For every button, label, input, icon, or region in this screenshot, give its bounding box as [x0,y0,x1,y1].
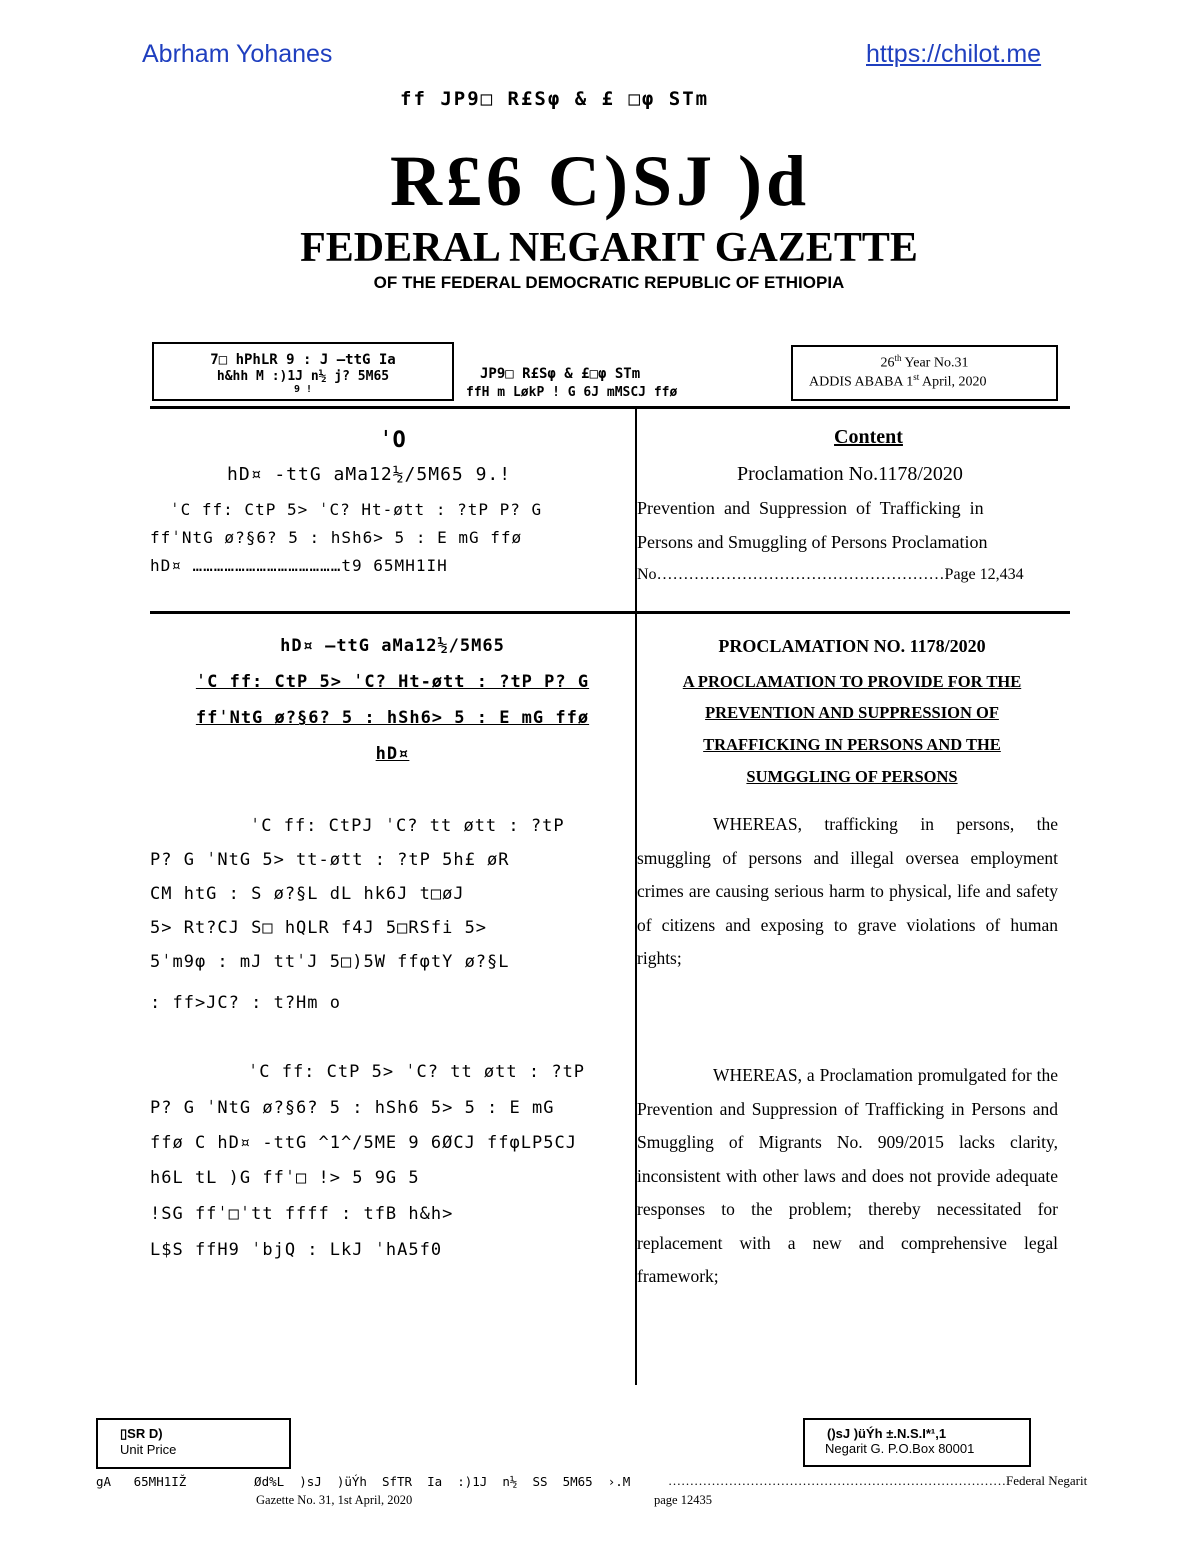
amharic-p2-line5: !SG ffˈ□ˈtt ffff : tfB h&h> [150,1204,454,1224]
footer-page-number: page 12435 [654,1493,712,1507]
proclamation-subtitle4: SUMGGLING OF PERSONS [746,767,958,786]
masthead-subtitle: OF THE FEDERAL DEMOCRATIC REPUBLIC OF ETHIOPIA [373,273,845,292]
amharic-p1-line5: 5ˈm9φ : mJ ttˈJ 5□)5W ffφtY ø?§L [150,952,510,972]
amharic-title2: ˈC ff: CtP 5> ˈC? Ht-øtt : ?tP P? G [195,672,590,692]
amharic-title4: hD¤ [375,744,410,764]
amharic-p1-line6: : ff>JC? : t?Hm o [150,993,341,1013]
proclamation-subtitle1: A PROCLAMATION TO PROVIDE FOR THE [682,672,1022,691]
amharic-p2-line3: ffø C hD¤ -ttG ^1^/5ME 9 6ØCJ ffφLP5CJ [150,1133,577,1153]
header-rule [150,406,1070,409]
contents-line1: Prevention and Suppression of Trafficking in [637,498,984,518]
footer-federal-negarit: ……………………………………………………………………Federal Negarit [668,1473,1088,1488]
unit-price-box [96,1418,291,1469]
issue-year: 26th Year No.31 [880,353,969,371]
amharic-title3: ffˈNtG ø?§6? 5 : hSh6> 5 : E mG ffø [195,708,590,728]
center-amharic-line1: JP9□ R£Sφ & £□φ STm [480,366,641,382]
amharic-p1-line4: 5> Rt?CJ S□ hQLR f4J 5□RSfi 5> [150,918,488,938]
pobox-box [803,1418,1031,1467]
contents-proclamation-number: Proclamation No.1178/2020 [737,463,963,485]
issue-date: ADDIS ABABA 1st April, 2020 [809,371,987,390]
contents-line3: No………………………………………………Page 12,434 [637,566,1024,583]
contents-amharic-heading: ˈO [379,428,406,453]
issue-amharic-box [152,342,454,401]
unit-price-amharic: ▯SR D) [120,1426,163,1441]
amharic-title1: hD¤ –ttG aMa12½/5M65 [280,636,505,656]
amharic-p2-line2: P? G ˈNtG ø?§6? 5 : hSh6 5> 5 : E mG [150,1098,555,1118]
footer-amharic-running-line: gA 65MH1IŽ Ød%L )sJ )üÝh SfTR Ia :)1J n½ SS 5M65 ›.M [96,1474,631,1489]
whereas-paragraph-1: WHEREAS, trafficking in persons, the smuggling of persons and illegal oversea employment crimes are causing serious harm to physical, life and safety of citizens and exposing to grave violations of human rights; [637,814,1058,968]
proclamation-subtitle3: TRAFFICKING IN PERSONS AND THE [703,735,1001,754]
proclamation-title: PROCLAMATION NO. 1178/2020 [718,636,986,656]
masthead-amharic-title: R£6 C)SJ )d [389,141,811,221]
contents-amharic-proclamation: hD¤ -ttG aMa12½/5M65 9.! [227,464,512,485]
contents-amharic-line3: hD¤ ……………………………………t9 65MH1IH [150,556,448,575]
footer-gazette-issue: Gazette No. 31, 1st April, 2020 [256,1493,413,1507]
whereas-paragraph-2: WHEREAS, a Proclamation promulgated for the Prevention and Suppression of Trafficking in Persons and Smuggling of Migrants No. 909/2015 lacks clarity, inconsistent with other laws and does not provide adequate responses to the problem; thereby necessitated for replacement with a new and comprehensive legal framework; [637,1065,1058,1286]
contents-amharic-line1: ˈC ff: CtP 5> ˈC? Ht-øtt : ?tP P? G [170,500,543,519]
author-name: Abrham Yohanes [142,40,333,68]
amharic-p1-line1: ˈC ff: CtPJ ˈC? tt øtt : ?tP [250,816,565,836]
contents-heading: Content [834,426,903,448]
amharic-p2-line4: h6L tL )G ffˈ□ !> 5 9G 5 [150,1168,420,1188]
amharic-p1-line2: P? G ˈNtG 5> tt-øtt : ?tP 5h£ øR [150,850,510,870]
issue-amharic-line1: 7□ hPhLR 9 : J –ttG Ia [210,352,396,368]
proclamation-subtitle2: PREVENTION AND SUPPRESSION OF [705,703,999,722]
pobox-amharic: ()sJ )üÝh ±.N.S.I*¹,1 [827,1426,947,1441]
chilot-link[interactable]: https://chilot.me [866,40,1042,68]
issue-amharic-line2: h&hh M :)1J n½ j? 5M65 [216,369,390,384]
masthead-title: FEDERAL NEGARIT GAZETTE [300,225,918,271]
center-amharic-line2: ffH m LøkP ! G 6J mMSCJ ffø [466,385,678,400]
contents-amharic-line2: ffˈNtG ø?§6? 5 : hSh6> 5 : E mG ffø [150,528,523,547]
contents-rule [150,611,1070,614]
issue-amharic-line3: 9 ! [293,384,313,395]
amharic-p2-line6: L$S ffH9 ˈbjQ : LkJ ˈhA5f0 [150,1240,443,1260]
issue-english-box [791,345,1058,401]
unit-price-label: Unit Price [120,1442,177,1457]
amharic-p2-line1: ˈC ff: CtP 5> ˈC? tt øtt : ?tP [248,1062,586,1082]
pobox-label: Negarit G. P.O.Box 80001 [825,1441,975,1456]
top-amharic-line: ff JP9□ R£Sφ & £ □φ STm [400,88,710,110]
contents-line2: Persons and Smuggling of Persons Proclamation [637,532,988,552]
amharic-p1-line3: CM htG : S ø?§L dL hk6J t□øJ [150,884,465,904]
